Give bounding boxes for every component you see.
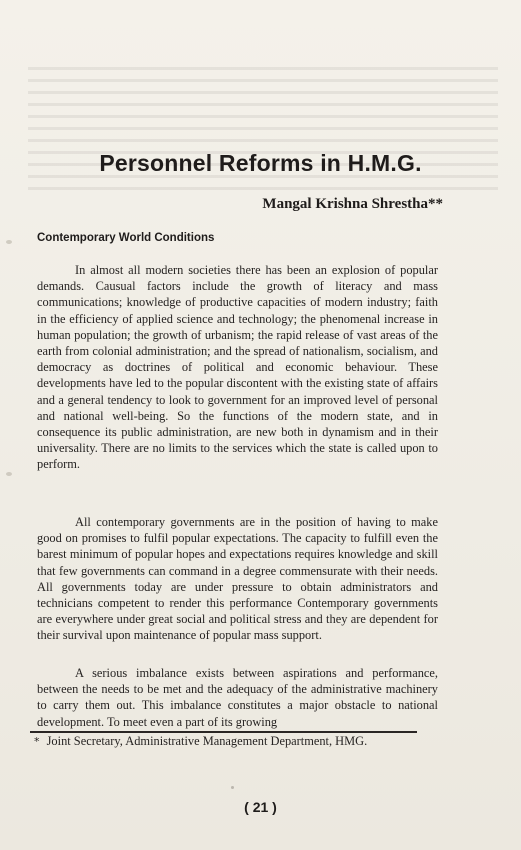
author-name: Mangal Krishna Shrestha** bbox=[262, 196, 443, 212]
page-number: ( 21 ) bbox=[244, 799, 277, 815]
article-title: Personnel Reforms in H.M.G. bbox=[99, 150, 422, 176]
binding-hole bbox=[6, 240, 12, 244]
paragraph-2: All contemporary governments are in the position of having to make good on promises to fulfil popular expectations. The capacity to fulfill even the barest minimum of popular hopes and expectations requires knowledge and skill that few governments can command in a degree commensurate with their needs. All governments today are under pressure to obtain administrators and technicians competent to render this performance Contemporary governments are everywhere under great social and political stress and they are dependent for their survival upon maintenance of popular mass support. bbox=[37, 515, 438, 643]
footnote-divider bbox=[30, 731, 417, 733]
show-through-text bbox=[28, 58, 498, 198]
section-heading: Contemporary World Conditions bbox=[37, 232, 215, 244]
footnote-marker: * bbox=[34, 735, 40, 748]
footnote-text: Joint Secretary, Administrative Management Department, HMG. bbox=[46, 734, 368, 748]
print-speck bbox=[231, 786, 234, 789]
paragraph-1: In almost all modern societies there has been an explosion of popular demands. Causual factors include the growth of literacy and mass communications; knowledge of productive capacities of modern industry; faith in the efficiency of applied science and technology; the phenomenal increase in human population; the growth of urbanism; the rapid release of vast areas of the earth from colonial administration; and the spread of nationalism, socialism, and democracy as doctrines of political and economic behaviour. These developments have led to the popular discontent with the existing state of affairs and a general tendency to look to government for an improved level of personal and national well-being. So the functions of the modern state, and in consequence its public administration, are new both in dynamism and in their universality. There are no limits to the services which the state is called upon to perform. bbox=[37, 263, 438, 472]
footnote bbox=[34, 734, 367, 749]
paragraph-3: A serious imbalance exists between aspirations and performance, between the needs to be met and the adequacy of the administrative machinery to carry them out. This imbalance constitutes a major obstacle to national development. To meet even a part of its growing bbox=[37, 666, 438, 729]
binding-hole bbox=[6, 472, 12, 476]
